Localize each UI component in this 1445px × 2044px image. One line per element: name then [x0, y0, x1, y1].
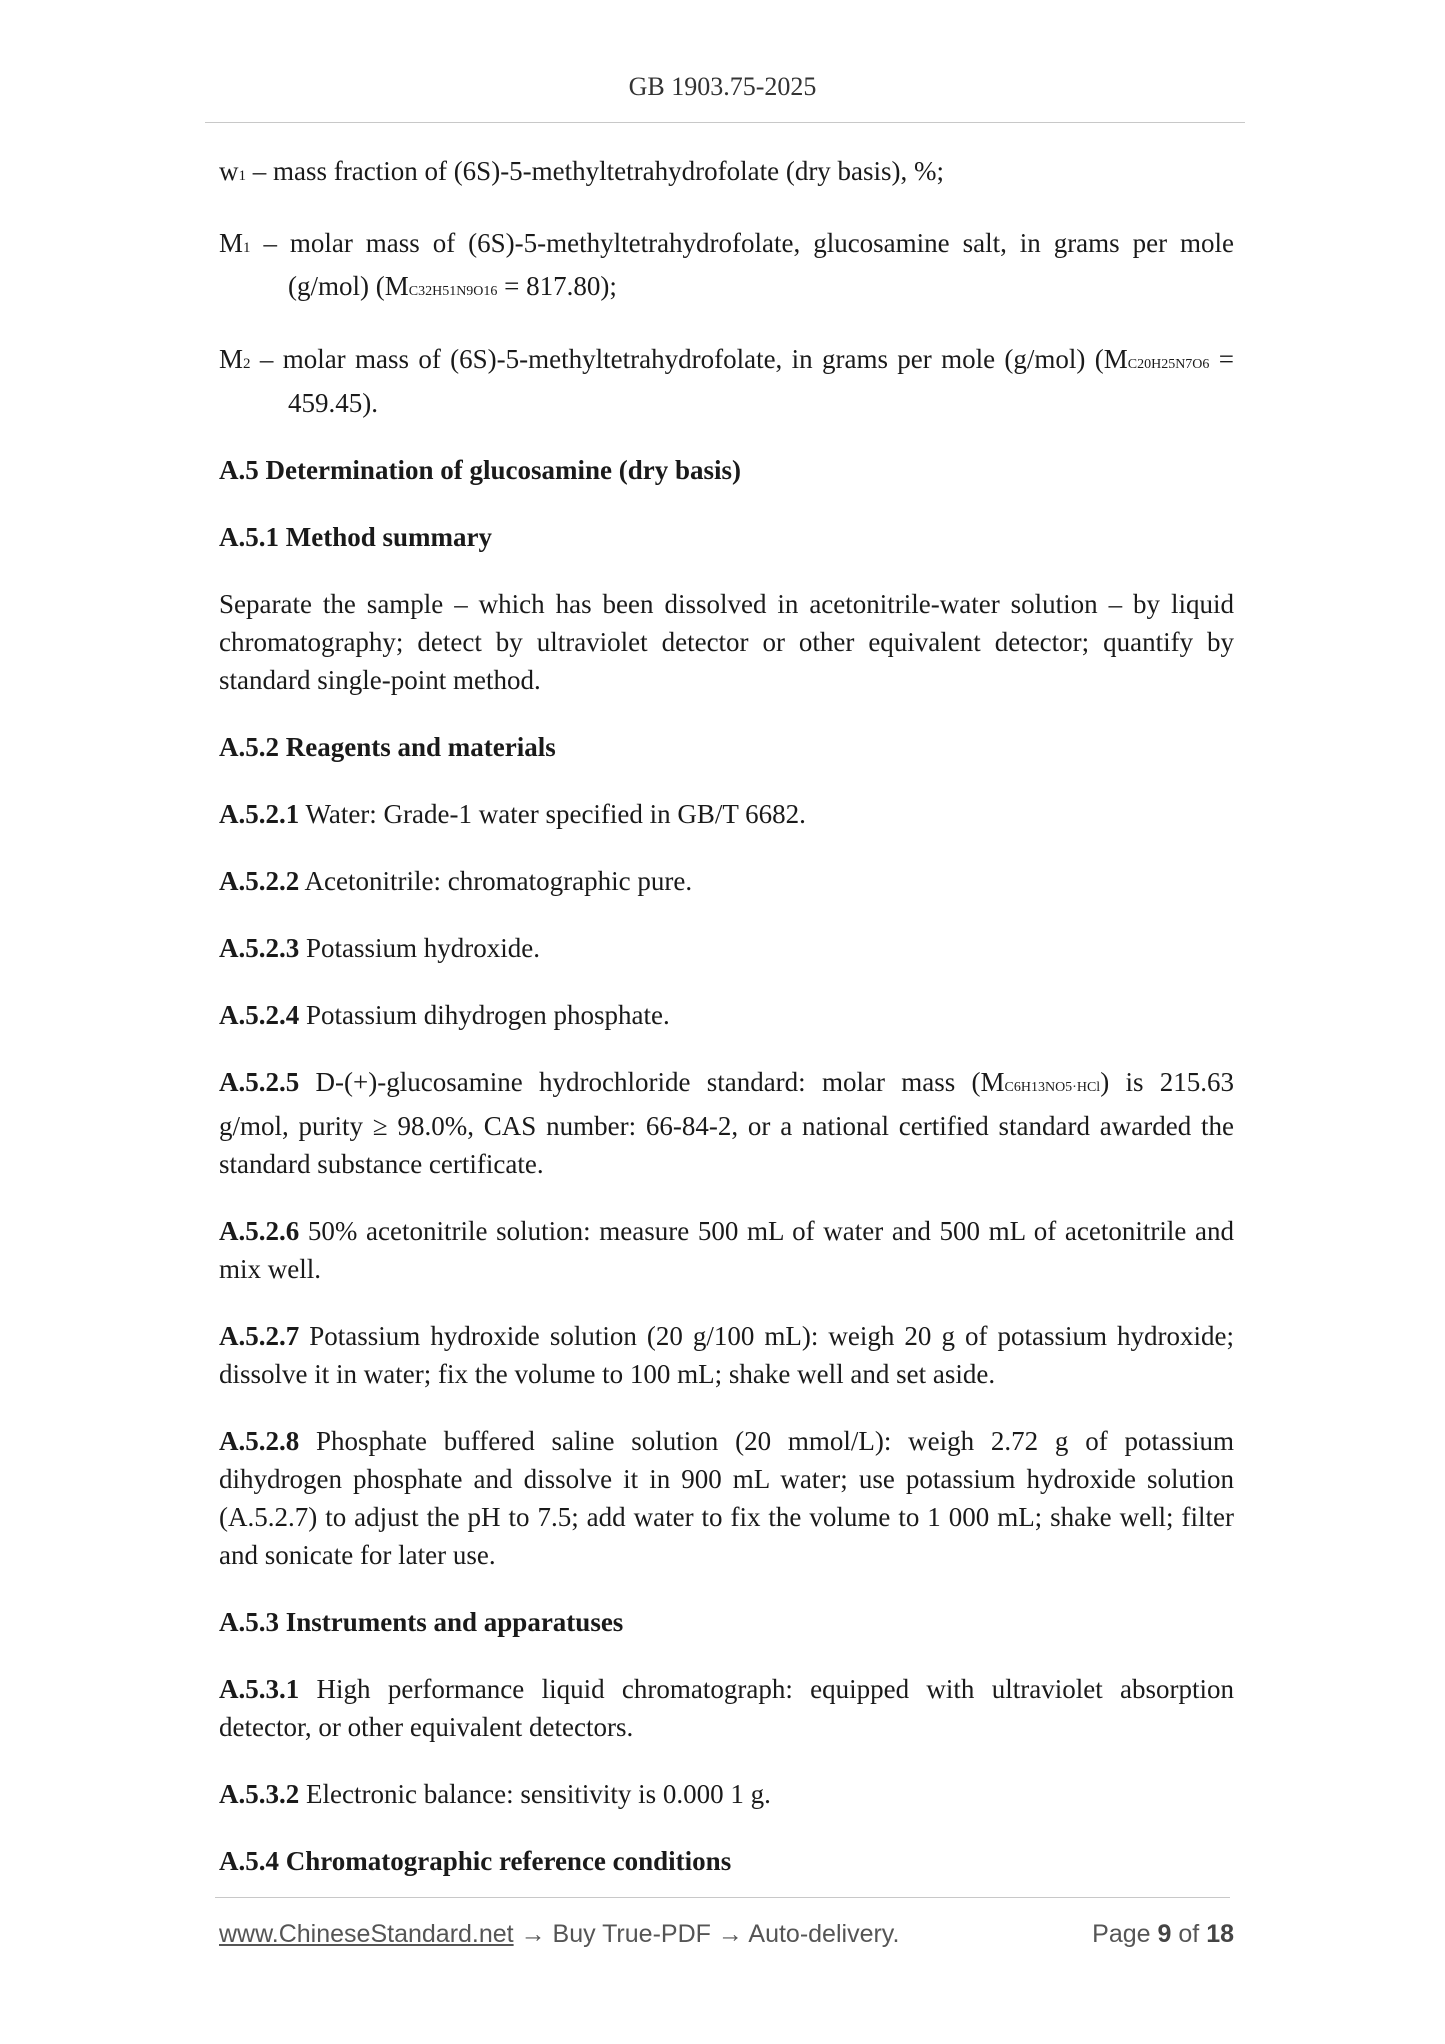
page-counter: Page 9 of 18 — [1092, 1920, 1234, 1948]
reagent-a525: A.5.2.5 D-(+)-glucosamine hydrochloride standard: molar mass (MC6H13NO5·HCl) is 215.63 g/mol, purity ≥ 98.0%, CAS number: 66-84-2, or a national certified standard awarded the standard substance certificate. — [219, 1067, 1235, 1179]
definition-m1: M1 – molar mass of (6S)-5-methyltetrahydrofolate, glucosamine salt, in grams per mole (g/mol) (MC32H51N9O16 = 817.80); — [219, 228, 1234, 301]
section-heading-a52: A.5.2 Reagents and materials — [219, 732, 556, 762]
section-heading-a5: A.5 Determination of glucosamine (dry basis) — [219, 455, 741, 485]
instrument-a531: A.5.3.1 High performance liquid chromatograph: equipped with ultraviolet absorption detector, or other equivalent detectors. — [219, 1674, 1234, 1742]
reagent-a527: A.5.2.7 Potassium hydroxide solution (20 g/100 mL): weigh 20 g of potassium hydroxide; dissolve it in water; fix the volume to 100 mL; shake well and set aside. — [219, 1321, 1234, 1389]
definition-w1: w1 – mass fraction of (6S)-5-methyltetrahydrofolate (dry basis), %; — [219, 156, 945, 186]
instrument-a532: A.5.3.2 Electronic balance: sensitivity is 0.000 1 g. — [219, 1779, 771, 1809]
reagent-a521: A.5.2.1 Water: Grade-1 water specified in GB/T 6682. — [219, 799, 806, 829]
page-body — [219, 152, 1234, 1880]
definition-m2: M2 – molar mass of (6S)-5-methyltetrahydrofolate, in grams per mole (g/mol) (MC20H25N7O6 = 459.45). — [219, 344, 1234, 418]
running-header: GB 1903.75-2025 — [628, 72, 817, 101]
total-pages: 18 — [1206, 1920, 1234, 1948]
section-heading-a54: A.5.4 Chromatographic reference conditions — [219, 1846, 732, 1876]
section-heading-a53: A.5.3 Instruments and apparatuses — [219, 1607, 624, 1637]
current-page: 9 — [1157, 1920, 1172, 1948]
method-summary-text: Separate the sample – which has been dissolved in acetonitrile-water solution – by liquid chromatography; detect by ultraviolet detector or other equivalent detector; quantify by standard single-point method. — [219, 589, 1234, 695]
section-heading-a51: A.5.1 Method summary — [219, 522, 492, 552]
header-divider — [205, 122, 1245, 123]
page-footer — [219, 1920, 1234, 1954]
chinesestandard-link[interactable]: www.ChineseStandard.net — [219, 1920, 514, 1948]
reagent-a526: A.5.2.6 50% acetonitrile solution: measure 500 mL of water and 500 mL of acetonitrile and mix well. — [219, 1216, 1234, 1284]
reagent-a524: A.5.2.4 Potassium dihydrogen phosphate. — [219, 1000, 670, 1030]
footer-divider — [215, 1897, 1230, 1898]
reagent-a523: A.5.2.3 Potassium hydroxide. — [219, 933, 540, 963]
footer-tagline: → Buy True-PDF → Auto-delivery. — [513, 1920, 900, 1948]
reagent-a522: A.5.2.2 Acetonitrile: chromatographic pure. — [219, 866, 693, 896]
reagent-a528: A.5.2.8 Phosphate buffered saline solution (20 mmol/L): weigh 2.72 g of potassium dihydrogen phosphate and dissolve it in 900 mL water; use potassium hydroxide solution (A.5.2.7) to adjust the pH to 7.5; add water to fix the volume to 1 000 mL; shake well; filter and sonicate for later use. — [219, 1426, 1234, 1570]
